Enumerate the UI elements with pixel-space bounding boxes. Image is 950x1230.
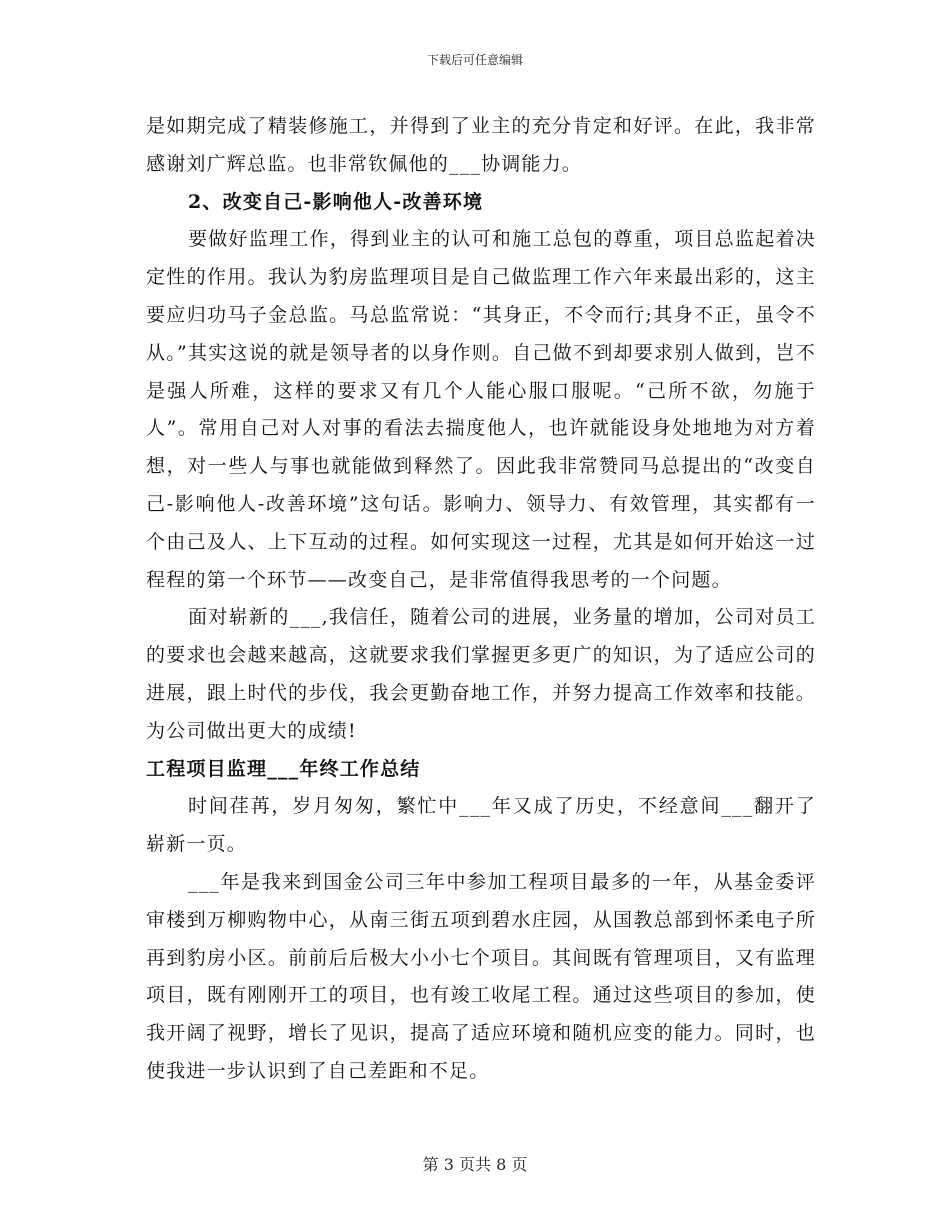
page-footer: 第 3 页共 8 页 [422,1155,528,1174]
document-title: 工程项目监理___年终工作总结 [146,757,421,780]
paragraph-2: 要做好监理工作，得到业主的认可和施工总包的尊重，项目总监起着决定性的作用。我认为豹房监理项目是自己做监理工作六年来最出彩的，这主要应归功马子金总监。马总监常说：“其身正，不令而行;其身不正，虽令不从。”其实这说的就是领导者的以身作则。自己做不到却要求别人做到，岂不是强人所难，这样的要求又有几个人能心服口服呢。“己所不欲，勿施于人”。常用自己对人对事的看法去揣度他人，也许就能设身处地地为对方着想，对一些人与事也就能做到释然了。因此我非常赞同马总提出的“改变自己-影响他人-改善环境”这句话。影响力、领导力、有效管理，其实都有一个由己及人、上下互动的过程。如何实现这一过程，尤其是如何开始这一过程程的第一个环节——改变自己，是非常值得我思考的一个问题。 [146,228,816,591]
page-header: 下载后可任意编辑 [426,53,523,67]
section-heading-2: 2、改变自己-影响他人-改善环境 [188,190,484,213]
paragraph-4: 时间荏苒，岁月匆匆，繁忙中___年又成了历史，不经意间___翻开了崭新一页。 [146,795,816,856]
paragraph-3: 面对崭新的___,我信任，随着公司的进展，业务量的增加，公司对员工的要求也会越来越高，这就要求我们掌握更多更广的知识，为了适应公司的进展，跟上时代的步伐，我会更勤奋地工作，并努力提高工作效率和技能。为公司做出更大的成绩! [146,606,816,742]
document-body [146,108,816,1091]
paragraph-1: 是如期完成了精装修施工，并得到了业主的充分肯定和好评。在此，我非常感谢刘广辉总监。也非常钦佩他的___协调能力。 [146,115,816,175]
paragraph-5: ___年是我来到国金公司三年中参加工程项目最多的一年，从基金委评审楼到万柳购物中心，从南三街五项到碧水庄园，从国教总部到怀柔电子所再到豹房小区。前前后后极大小小七个项目。其间既有管理项目，又有监理项目，既有刚刚开工的项目，也有竣工收尾工程。通过这些项目的参加，使我开阔了视野，增长了见识，提高了适应环境和随机应变的能力。同时，也使我进一步认识到了自己差距和不足。 [146,870,816,1082]
